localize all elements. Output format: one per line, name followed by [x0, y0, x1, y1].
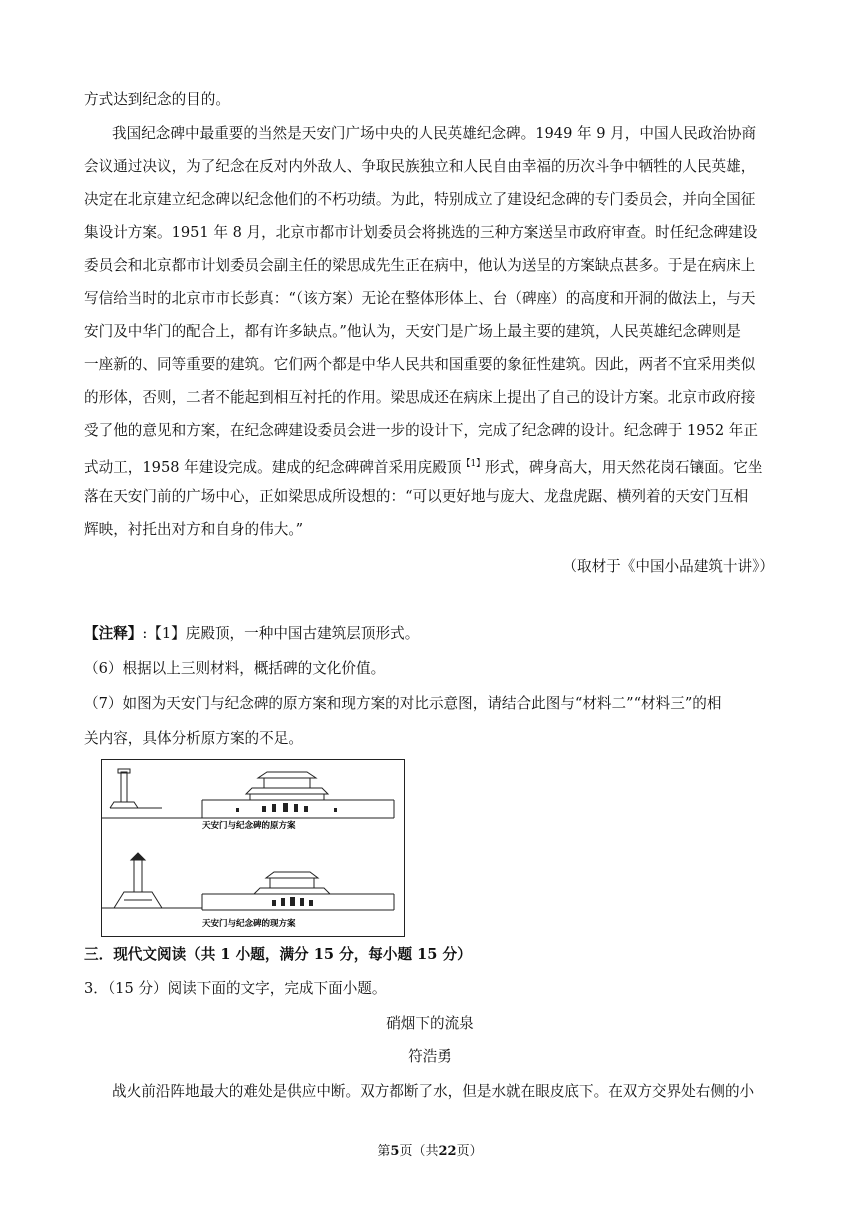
figure-caption-original: 天安门与纪念碑的原方案 [202, 821, 296, 831]
footer-prefix: 第 [377, 1144, 391, 1159]
passage-line: 我国纪念碑中最重要的当然是天安门广场中央的人民英雄纪念碑。1949 年 9 月，中国人民政治协商 [112, 125, 757, 142]
note-label: 【注释】 [84, 625, 143, 642]
passage-line: 落在天安门前的广场中心，正如梁思成所设想的：“可以更好地与庞大、龙盘虎踞、横列着的天安门互相 [84, 488, 749, 505]
passage-line: 方式达到纪念的目的。 [84, 91, 230, 108]
footnote-marker: 【1】 [461, 459, 486, 469]
question-7: （7）如图为天安门与纪念碑的原方案和现方案的对比示意图，请结合此图与“材料二”“材料三”的相 [84, 695, 722, 712]
passage-line: 受了他的意见和方案，在纪念碑建设委员会进一步的设计下，完成了纪念碑的设计。纪念碑于 1952 年正 [84, 422, 758, 439]
article-first-line: 战火前沿阵地最大的难处是供应中断。双方都断了水，但是水就在眼皮底下。在双方交界处右侧的小 [112, 1083, 755, 1100]
note-text: :【1】庑殿顶，一种中国古建筑层顶形式。 [142, 625, 420, 642]
annotation-note [84, 624, 419, 644]
page-total: 22 [438, 1144, 457, 1159]
question-3: 3．（15 分）阅读下面的文字，完成下面小题。 [84, 980, 387, 997]
article-title: 硝烟下的流泉 [386, 1015, 474, 1032]
passage-line [84, 454, 762, 478]
passage-line: 集设计方案。1951 年 8 月，北京市都市计划委员会将挑选的三种方案送呈市政府审查。时任纪念碑建设 [84, 224, 758, 241]
footer-suffix: 页） [456, 1144, 483, 1159]
question-6: （6）根据以上三则材料，概括碑的文化价值。 [84, 660, 386, 677]
figure-caption-current: 天安门与纪念碑的现方案 [202, 919, 296, 929]
passage-line: 委员会和北京都市计划委员会副主任的梁思成先生正在病中，他认为送呈的方案缺点甚多。于是在病床上 [84, 257, 756, 274]
passage-line: 一座新的、同等重要的建筑。它们两个都是中华人民共和国重要的象征性建筑。因此，两者不宜采用类似 [84, 356, 756, 373]
passage-text: 形式，碑身高大，用天然花岗石镶面。它坐 [485, 458, 763, 476]
question-7-continued: 关内容，具体分析原方案的不足。 [84, 730, 303, 747]
passage-text: 式动工，1958 年建设完成。建成的纪念碑碑首采用庑殿顶 [84, 458, 462, 476]
comparison-figure [101, 759, 405, 937]
passage-line: 安门及中华门的配合上，都有许多缺点。”他认为，天安门是广场上最主要的建筑，人民英雄纪念碑则是 [84, 323, 741, 340]
source-citation: （取材于《中国小品建筑十讲》） [562, 558, 774, 575]
page-number: 5 [390, 1144, 400, 1159]
page-footer [0, 1140, 860, 1159]
passage-line: 辉映，衬托出对方和自身的伟大。” [84, 521, 304, 538]
passage-line: 的形体，否则，二者不能起到相互衬托的作用。梁思成还在病床上提出了自己的设计方案。北京市政府接 [84, 389, 756, 406]
footer-mid: 页（共 [399, 1144, 439, 1159]
passage-line: 决定在北京建立纪念碑以纪念他们的不朽功绩。为此，特别成立了建设纪念碑的专门委员会，并向全国征 [84, 191, 756, 208]
comparison-figure-drawing [102, 760, 404, 936]
passage-line: 写信给当时的北京市市长彭真：“（该方案）无论在整体形体上、台（碑座）的高度和开洞的做法上，与天 [84, 290, 756, 307]
article-author: 符浩勇 [408, 1048, 452, 1065]
passage-line: 会议通过决议，为了纪念在反对内外敌人、争取民族独立和人民自由幸福的历次斗争中牺牲的人民英雄， [84, 158, 756, 175]
section-heading: 三．现代文阅读（共 1 小题，满分 15 分，每小题 15 分） [84, 946, 472, 963]
